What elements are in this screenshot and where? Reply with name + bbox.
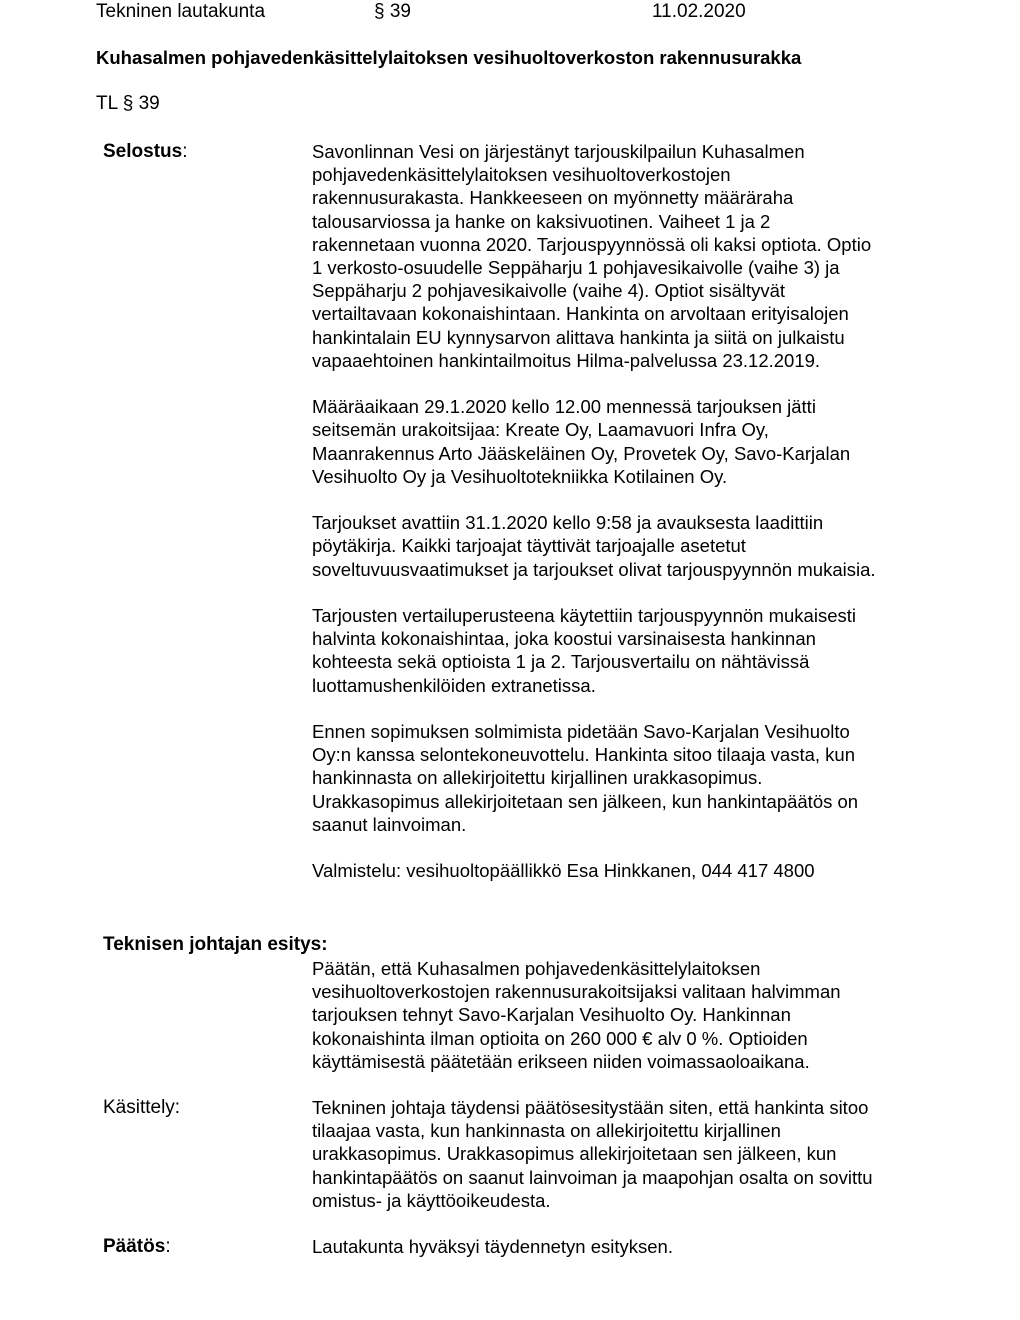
- text-line: vapaaehtoinen hankintailmoitus Hilma-palvelussa 23.12.2019.: [312, 349, 821, 371]
- selostus-body: [312, 140, 932, 882]
- kasittely-body: [312, 1096, 932, 1212]
- text-line: Vesihuolto Oy ja Vesihuoltotekniikka Kotilainen Oy.: [312, 465, 728, 487]
- text-line: pöytäkirja. Kaikki tarjoajat täyttivät tarjoajalle asetetut: [312, 535, 746, 557]
- text-line: kokonaishinta ilman optioita on 260 000 € alv 0 %. Optioiden: [312, 1027, 808, 1049]
- selostus-paragraph-2: [312, 395, 932, 488]
- text-line: kohteesta sekä optioista 1 ja 2. Tarjousvertailu on nähtävissä: [312, 651, 810, 673]
- selostus-label: [103, 140, 187, 163]
- text-line: käyttämisestä päätetään erikseen niiden voimassaoloaikana.: [312, 1050, 810, 1072]
- text-line: hankintapäätös on saanut lainvoiman ja maapohjan osalta on sovittu: [312, 1166, 873, 1188]
- selostus-paragraph-4: [312, 604, 932, 697]
- kasittely-label: Käsittely:: [103, 1097, 181, 1118]
- text-line: hankintalain EU kynnysarvon alittava hankinta ja siitä on julkaistu: [312, 326, 845, 348]
- text-line: urakkasopimus. Urakkasopimus allekirjoitetaan sen jälkeen, kun: [312, 1143, 837, 1165]
- text-line: Oy:n kanssa selontekoneuvottelu. Hankinta sitoo tilaaja vasta, kun: [312, 744, 855, 766]
- text-line: hankinnasta on allekirjoitettu kirjallinen urakkasopimus.: [312, 767, 763, 789]
- meeting-date: 11.02.2020: [652, 1, 746, 22]
- text-line: rakennetaan vuonna 2020. Tarjouspyynnössä oli kaksi optiota. Optio: [312, 233, 872, 255]
- selostus-label-text: Selostus: [103, 141, 183, 162]
- text-line: Savonlinnan Vesi on järjestänyt tarjouskilpailun Kuhasalmen: [312, 141, 805, 162]
- esitys-body: [312, 957, 932, 1073]
- text-line: luottamushenkilöiden extranetissa.: [312, 674, 596, 696]
- text-line: Seppäharju 2 pohjavesikaivolle (vaihe 4). Optiot sisältyvät: [312, 280, 786, 302]
- document-title: Kuhasalmen pohjavedenkäsittelylaitoksen vesihuoltoverkoston rakennusurakka: [96, 47, 802, 68]
- text-line: saanut lainvoiman.: [312, 813, 467, 835]
- text-line: vesihuoltoverkostojen rakennusurakoitsijaksi valitaan halvimman: [312, 981, 841, 1003]
- text-line: Valmistelu: vesihuoltopäällikkö Esa Hinkkanen, 044 417 4800: [312, 860, 815, 882]
- selostus-paragraph-1: [312, 140, 932, 372]
- decision-text: Lautakunta hyväksyi täydennetyn esityksen.: [312, 1236, 673, 1257]
- paatos-label-colon: :: [165, 1236, 171, 1257]
- text-line: Tarjoukset avattiin 31.1.2020 kello 9:58 ja avauksesta laadittiin: [312, 512, 824, 534]
- text-line: seitsemän urakoitsijaa: Kreate Oy, Laamavuori Infra Oy,: [312, 419, 769, 441]
- selostus-paragraph-3: [312, 511, 932, 581]
- section-number: § 39: [374, 1, 411, 22]
- text-line: Määräaikaan 29.1.2020 kello 12.00 mennessä tarjouksen jätti: [312, 396, 816, 418]
- text-line: halvinta kokonaishintaa, joka koostui varsinaisesta hankinnan: [312, 628, 816, 650]
- text-line: Maanrakennus Arto Jääskeläinen Oy, Provetek Oy, Savo-Karjalan: [312, 442, 851, 464]
- text-line: tarjouksen tehnyt Savo-Karjalan Vesihuolto Oy. Hankinnan: [312, 1004, 791, 1026]
- text-line: Ennen sopimuksen solmimista pidetään Savo-Karjalan Vesihuolto: [312, 721, 850, 743]
- selostus-paragraph-5: [312, 720, 932, 836]
- paatos-body: [312, 1235, 932, 1258]
- text-line: talousarviossa ja hanke on kaksivuotinen. Vaiheet 1 ja 2: [312, 210, 771, 232]
- preparer-line: [312, 859, 932, 882]
- paatos-label: [103, 1235, 171, 1258]
- text-line: omistus- ja käyttöoikeudesta.: [312, 1189, 551, 1211]
- text-line: Päätän, että Kuhasalmen pohjavedenkäsittelylaitoksen: [312, 958, 761, 979]
- esitys-label: Teknisen johtajan esitys:: [103, 934, 328, 955]
- committee-name: Tekninen lautakunta: [96, 1, 266, 22]
- paatos-label-text: Päätös: [103, 1236, 166, 1257]
- text-line: Tarjousten vertailuperusteena käytettiin tarjouspyynnön mukaisesti: [312, 605, 856, 627]
- section-reference: TL § 39: [96, 93, 160, 114]
- text-line: Urakkasopimus allekirjoitetaan sen jälkeen, kun hankintapäätös on: [312, 790, 859, 812]
- text-line: vertailtavaan kokonaishintaan. Hankinta on arvoltaan erityisalojen: [312, 303, 849, 325]
- selostus-label-colon: :: [182, 141, 188, 162]
- text-line: tilaajaa vasta, kun hankinnasta on allekirjoitettu kirjallinen: [312, 1120, 781, 1142]
- text-line: rakennusurakasta. Hankkeeseen on myönnetty määräraha: [312, 187, 794, 209]
- text-line: Tekninen johtaja täydensi päätösesitystään siten, että hankinta sitoo: [312, 1097, 869, 1118]
- text-line: pohjavedenkäsittelylaitoksen vesihuoltoverkostojen: [312, 164, 731, 186]
- text-line: soveltuvuusvaatimukset ja tarjoukset olivat tarjouspyynnön mukaisia.: [312, 558, 876, 580]
- text-line: 1 verkosto-osuudelle Seppäharju 1 pohjavesikaivolle (vaihe 3) ja: [312, 257, 840, 279]
